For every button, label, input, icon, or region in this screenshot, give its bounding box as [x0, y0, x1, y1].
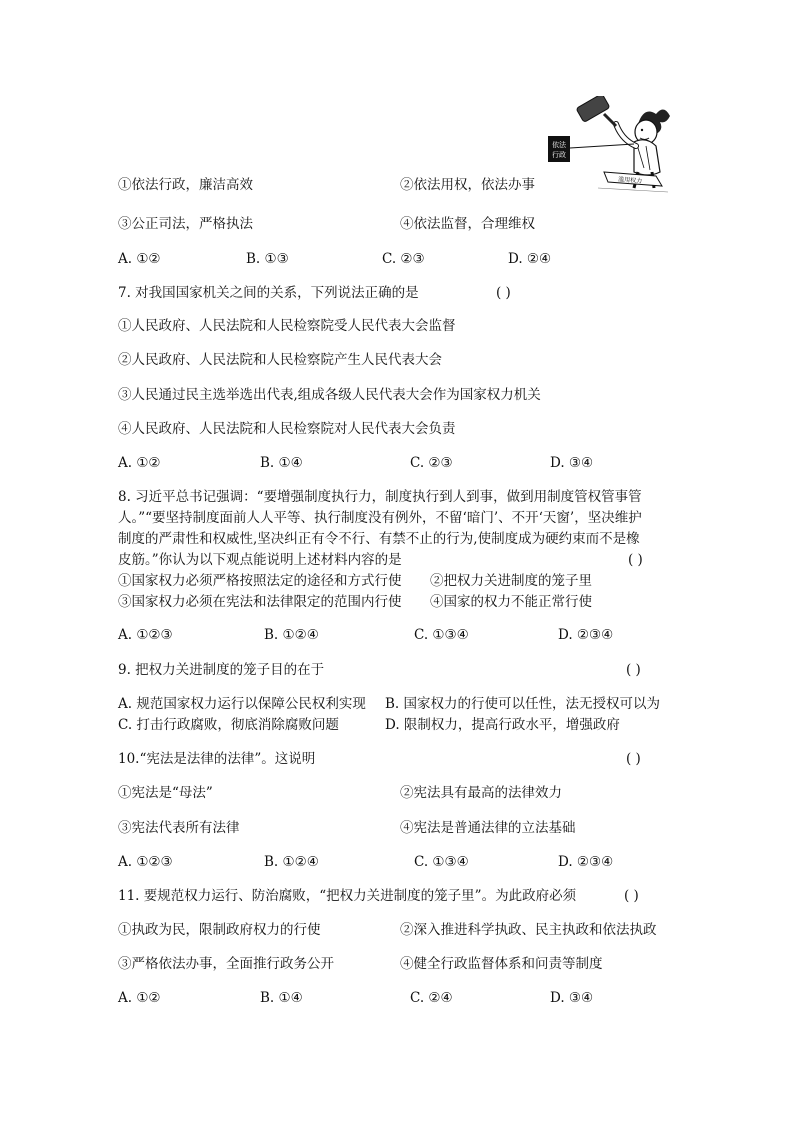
q9-option-b: B. 国家权力的行使可以任性，法无授权可以为	[385, 696, 661, 712]
q7-item-4: ④人民政府、人民法院和人民检察院对人民代表大会负责	[118, 421, 456, 437]
q11-option-a: A. ①②	[118, 990, 161, 1006]
q6-option-b: B. ①③	[246, 251, 289, 267]
q7-item-1: ①人民政府、人民法院和人民检察院受人民代表大会监督	[118, 318, 456, 334]
q9-option-d: D. 限制权力，提高行政水平，增强政府	[385, 717, 620, 733]
q11-item-1: ①执政为民，限制政府权力的行使	[118, 922, 321, 938]
q11-answer-paren: ( )	[624, 888, 639, 904]
q10-stem: 10.“宪法是法律的法律”。这说明	[118, 751, 316, 767]
q7-answer-paren: ( )	[496, 285, 511, 301]
q7-option-a: A. ①②	[118, 455, 161, 471]
q6-option-a: A. ①②	[118, 251, 161, 267]
q11-option-d: D. ③④	[550, 990, 594, 1006]
q7-option-c: C. ②③	[410, 455, 453, 471]
q11-item-2: ②深入推进科学执政、民主执政和依法执政	[400, 922, 657, 938]
q8-stem-line-1: 8. 习近平总书记强调：“要增强制度执行力，制度执行到人到事，做到用制度管权管事管	[118, 489, 642, 505]
q10-option-a: A. ①②③	[118, 854, 173, 870]
q8-stem-line-3: 制度的严肃性和权威性,坚决纠正有令不行、有禁不止的行为,使制度成为硬约束而不是橡	[118, 531, 640, 547]
q11-option-c: C. ②④	[410, 990, 453, 1006]
q10-option-b: B. ①②④	[264, 854, 319, 870]
q8-item-1: ①国家权力必须严格按照法定的途径和方式行使	[118, 573, 402, 589]
q8-option-d: D. ②③④	[558, 627, 614, 643]
q10-answer-paren: ( )	[626, 751, 641, 767]
q10-item-2: ②宪法具有最高的法律效力	[400, 785, 562, 801]
cartoon-illustration	[538, 96, 670, 194]
q6-item-3: ③公正司法，严格执法	[118, 216, 253, 232]
q6-item-1: ①依法行政，廉洁高效	[118, 177, 253, 193]
q6-item-4: ④依法监督，合理维权	[400, 216, 535, 232]
q11-item-4: ④健全行政监督体系和问责等制度	[400, 956, 603, 972]
q8-item-2: ②把权力关进制度的笼子里	[430, 573, 592, 589]
q8-option-b: B. ①②④	[264, 627, 319, 643]
q7-option-b: B. ①④	[260, 455, 303, 471]
q11-item-3: ③严格依法办事，全面推行政务公开	[118, 956, 334, 972]
paper-text: 滥用权力	[617, 175, 643, 186]
q7-option-d: D. ③④	[550, 455, 594, 471]
q8-option-c: C. ①③④	[414, 627, 469, 643]
q6-item-2: ②依法用权，依法办事	[400, 177, 535, 193]
q8-answer-paren: ( )	[628, 552, 643, 568]
q9-option-c: C. 打击行政腐败，彻底消除腐败问题	[118, 717, 339, 733]
q9-option-a: A. 规范国家权力运行以保障公民权利实现	[118, 696, 366, 712]
q7-item-2: ②人民政府、人民法院和人民检察院产生人民代表大会	[118, 352, 442, 368]
q7-item-3: ③人民通过民主选举选出代表,组成各级人民代表大会作为国家权力机关	[118, 387, 541, 403]
sign-text-bottom: 行政	[552, 151, 566, 159]
q10-item-1: ①宪法是“母法”	[118, 785, 213, 801]
q8-item-3: ③国家权力必须在宪法和法律限定的范围内行使	[118, 594, 402, 610]
q8-stem-line-4: 皮筋。”你认为以下观点能说明上述材料内容的是	[118, 552, 402, 568]
q10-option-c: C. ①③④	[414, 854, 469, 870]
q8-option-a: A. ①②③	[118, 627, 173, 643]
q7-stem: 7. 对我国国家机关之间的关系，下列说法正确的是	[118, 285, 419, 301]
q10-item-4: ④宪法是普通法律的立法基础	[400, 820, 576, 836]
q9-answer-paren: ( )	[626, 662, 641, 678]
q11-stem: 11. 要规范权力运行、防治腐败，“把权力关进制度的笼子里”。为此政府必须	[118, 888, 577, 904]
q9-stem: 9. 把权力关进制度的笼子目的在于	[118, 662, 325, 678]
q8-item-4: ④国家的权力不能正常行使	[430, 594, 592, 610]
q11-option-b: B. ①④	[260, 990, 303, 1006]
q6-option-c: C. ②③	[382, 251, 425, 267]
sign-text-top: 依法	[552, 141, 566, 149]
q6-option-d: D. ②④	[508, 251, 552, 267]
q8-stem-line-2: 人。”“要坚持制度面前人人平等、执行制度没有例外，不留‘暗门’、不开‘天窗’，坚决维护	[118, 510, 642, 526]
q10-option-d: D. ②③④	[558, 854, 614, 870]
q10-item-3: ③宪法代表所有法律	[118, 820, 240, 836]
